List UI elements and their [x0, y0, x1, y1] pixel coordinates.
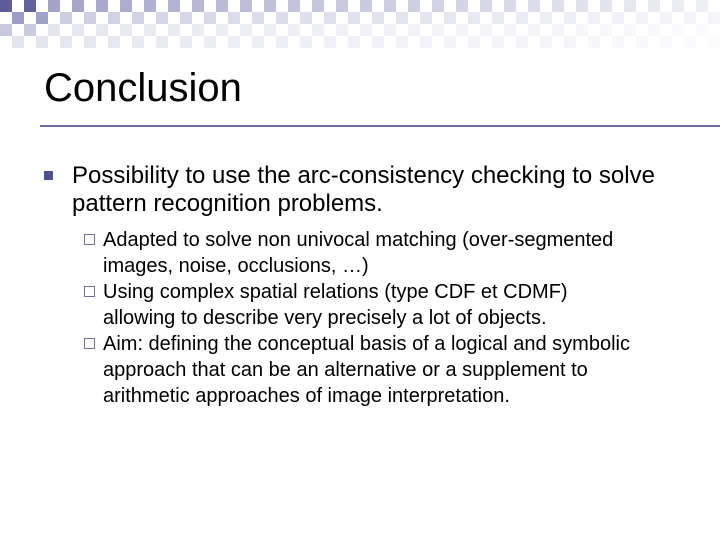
sub-bullet-text: Aim: defining the conceptual basis of a logical and symbolic approach that can be an alternative or a supplement to arithmetic approaches of image interpretation.: [103, 333, 630, 407]
hollow-square-bullet-icon: [84, 286, 95, 297]
sub-bullet-text: Using complex spatial relations (type CDF et CDMF) allowing to describe very precisely a lot of objects.: [103, 281, 568, 329]
sub-bullet-item: [84, 227, 644, 279]
hollow-square-bullet-icon: [84, 234, 95, 245]
main-bullet: [44, 162, 684, 218]
decorative-checker-pattern: [0, 0, 720, 48]
slide-title: Conclusion: [44, 66, 242, 110]
sub-bullet-list: [84, 227, 644, 409]
sub-bullet-item: [84, 331, 644, 409]
square-bullet-icon: [44, 171, 53, 180]
hollow-square-bullet-icon: [84, 338, 95, 349]
sub-bullet-text: Adapted to solve non univocal matching (over-segmented images, noise, occlusions, …): [103, 229, 614, 277]
title-underline: [40, 125, 720, 127]
sub-bullet-item: [84, 279, 644, 331]
main-bullet-text: Possibility to use the arc-consistency checking to solve pattern recognition problems.: [72, 162, 655, 217]
